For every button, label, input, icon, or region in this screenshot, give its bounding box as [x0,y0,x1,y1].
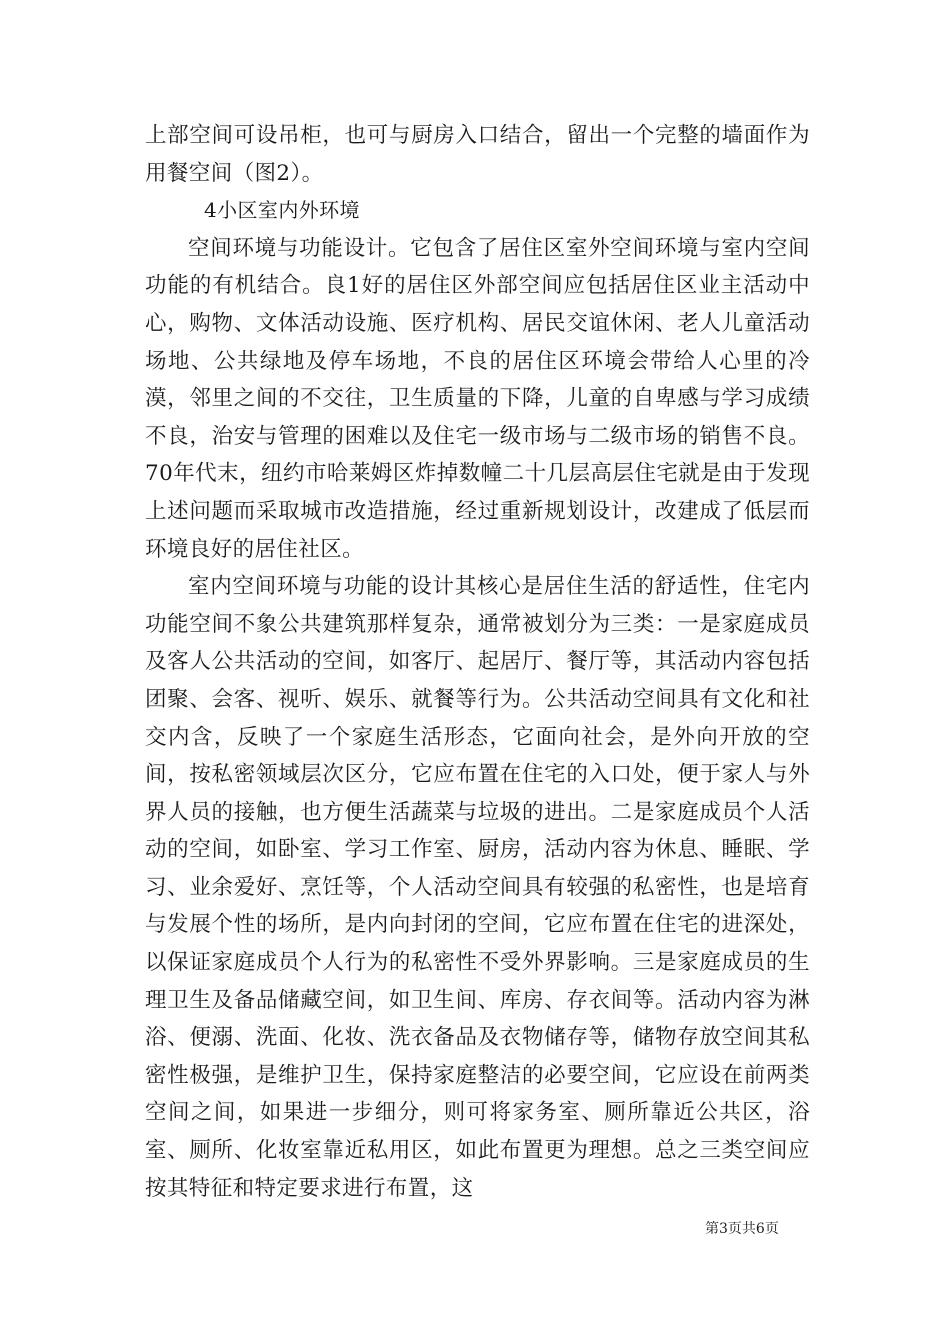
paragraph-indoor-environment: 室内空间环境与功能的设计其核心是居住生活的舒适性，住宅内功能空间不象公共建筑那样复杂，通常被划分为三类：一是家庭成员及客人公共活动的空间，如客厅、起居厅、餐厅等，其活动内容包括团聚、会客、视听、娱乐、就餐等行为。公共活动空间具有文化和社交内含，反映了一个家庭生活形态，它面向社会，是外向开放的空间，按私密领域层次区分，它应布置在住宅的入口处，便于家人与外界人员的接触，也方便生活蔬菜与垃圾的进出。二是家庭成员个人活动的空间，如卧室、学习工作室、厨房，活动内容为休息、睡眠、学习、业余爱好、烹饪等，个人活动空间具有较强的私密性，也是培育与发展个性的场所，是内向封闭的空间，它应布置在住宅的进深处，以保证家庭成员个人行为的私密性不受外界影响。三是家庭成员的生理卫生及备品储藏空间，如卫生间、库房、存衣间等。活动内容为淋浴、便溺、洗面、化妆、洗衣备品及衣物储存等，储物存放空间其私密性极强，是维护卫生，保持家庭整洁的必要空间，它应设在前两类空间之间，如果进一步细分，则可将家务室、厕所靠近公共区，浴室、厕所、化妆室靠近私用区，如此布置更为理想。总之三类空间应按其特征和特定要求进行布置，这 [145,574,810,1201]
document-body [145,117,810,1207]
paragraph-continuation: 上部空间可设吊柜，也可与厨房入口结合，留出一个完整的墙面作为用餐空间（图2）。 [145,123,810,186]
page-number-footer: 第3页共6页 [705,1221,779,1237]
paragraph-outdoor-environment: 空间环境与功能设计。它包含了居住区室外空间环境与室内空间功能的有机结合。良1好的居住区外部空间应包括居住区业主活动中心，购物、文体活动设施、医疗机构、居民交谊休闲、老人儿童活动场地、公共绿地及停车场地，不良的居住区环境会带给人心里的冷漠，邻里之间的不交往，卫生质量的下降，儿童的自卑感与学习成绩不良，治安与管理的困难以及住宅一级市场与二级市场的销售不良。70年代末，纽约市哈莱姆区炸掉数幢二十几层高层住宅就是由于发现上述问题而采取城市改造措施，经过重新规划设计，改建成了低层而环境良好的居住社区。 [145,235,810,562]
section-heading: 4小区室内外环境 [204,198,360,223]
